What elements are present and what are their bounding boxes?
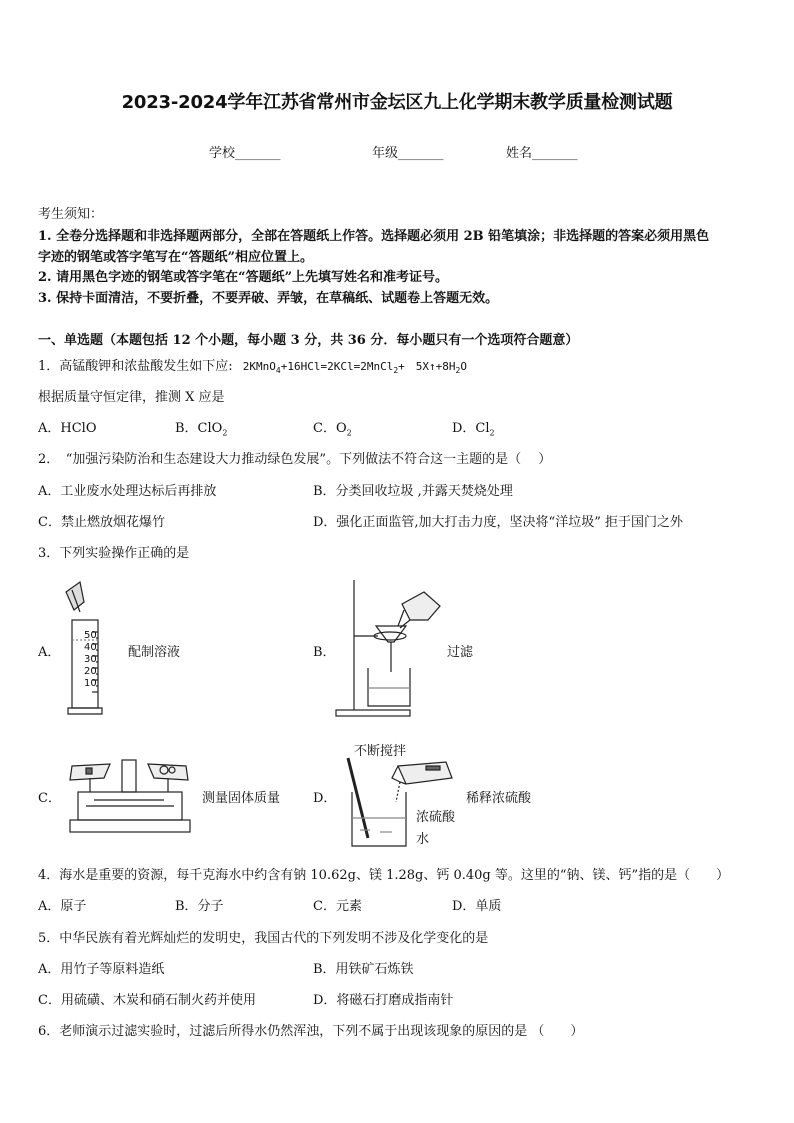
q4-option-c[interactable]: C．元素 (313, 899, 362, 914)
q3-option-b[interactable]: B． (313, 645, 336, 660)
exam-title: 2023-2024学年江苏省常州市金坛区九上化学期末教学质量检测试题 (121, 92, 673, 113)
filtration-apparatus-figure (332, 576, 444, 718)
question-1-equation: 2KMnO$_4$+16HCl=2KCl=2MnCl$_2$+ $5X↑+8H_2O$ (242, 360, 467, 376)
question-3-stem: 3．下列实验操作正确的是 (38, 546, 190, 561)
section-heading: 一、单选题（本题包括 12 个小题，每小题 3 分，共 36 分．每小题只有一个选项符合题意） (38, 333, 579, 348)
question-2-stem: 2． “加强污染防治和生态建设大力推动绿色发展”。下列做法不符合这一主题的是（ ） (38, 452, 552, 467)
water-label: 水 (416, 832, 430, 847)
question-1-text: 1．高锰酸钾和浓盐酸发生如下应: (38, 359, 233, 374)
name-field: 姓名_______ (506, 146, 578, 161)
q5-option-c[interactable]: C．用硫磺、木炭和硝石制火药并使用 (38, 993, 256, 1008)
question-1-prompt: 根据质量守恒定律，推测 X 应是 (38, 390, 225, 405)
notice-item-1: 1. 全卷分选择题和非选择题两部分，全部在答题纸上作答。选择题必须用 2B 铅笔填涂；非选择题的答案必须用黑色 (38, 229, 710, 244)
q3-option-a[interactable]: A． (38, 645, 61, 660)
q2-option-a[interactable]: A．工业废水处理达标后再排放 (38, 484, 217, 499)
q4-option-b[interactable]: B．分子 (175, 899, 224, 914)
q5-option-b[interactable]: B．用铁矿石炼铁 (313, 962, 414, 977)
cylinder-scale: 50 40 30 20 10 (84, 630, 97, 689)
notice-heading: 考生须知： (38, 207, 104, 222)
question-1-stem (38, 355, 467, 375)
question-4-stem: 4．海水是重要的资源，每千克海水中约含有钠 10.62g、镁 1.28g、钙 0.40g 等。这里的“钠、镁、钙”指的是（ ） (38, 868, 730, 883)
notice-item-3: 3. 保持卡面清洁，不要折叠，不要弄破、弄皱，在草稿纸、试题卷上答题无效。 (38, 291, 499, 306)
q1-option-d[interactable]: D．$Cl_2$ (452, 421, 495, 438)
q1-option-c[interactable]: C．$O_2$ (313, 421, 352, 438)
acid-dilution-figure (340, 752, 472, 852)
stir-label: 不断搅拌 (354, 744, 407, 759)
balance-scale-figure (64, 752, 196, 834)
q5-option-d[interactable]: D．将磁石打磨成指南针 (313, 993, 454, 1008)
q3-option-a-label: 配制溶液 (128, 645, 181, 660)
q2-option-c[interactable]: C．禁止燃放烟花爆竹 (38, 515, 165, 530)
school-field: 学校_______ (209, 146, 281, 161)
q4-option-a[interactable]: A．原子 (38, 899, 87, 914)
q3-option-d[interactable]: D． (313, 791, 337, 806)
q2-option-d[interactable]: D．强化正面监管,加大打击力度，坚决将“洋垃圾” 拒于国门之外 (313, 515, 683, 530)
dilute-acid-label: 稀释浓硫酸 (466, 791, 532, 806)
q4-option-d[interactable]: D．单质 (452, 899, 502, 914)
question-5-stem: 5．中华民族有着光辉灿烂的发明史，我国古代的下列发明不涉及化学变化的是 (38, 931, 489, 946)
grade-field: 年级_______ (372, 146, 444, 161)
q3-option-b-label: 过滤 (447, 645, 474, 660)
concentrated-acid-label: 浓硫酸 (416, 810, 456, 825)
q5-option-a[interactable]: A．用竹子等原料造纸 (38, 962, 165, 977)
q3-option-c-label: 测量固体质量 (202, 791, 281, 806)
q1-option-b[interactable]: B．ClO$_2$ (175, 421, 228, 438)
q3-option-c[interactable]: C． (38, 791, 61, 806)
question-6-stem: 6．老师演示过滤实验时，过滤后所得水仍然浑浊，下列不属于出现该现象的原因的是 （ ） (38, 1024, 584, 1039)
q1-option-a[interactable]: A．HClO (38, 421, 97, 436)
notice-item-2: 2. 请用黑色字迹的钢笔或答字笔在“答题纸”上先填写姓名和准考证号。 (38, 270, 449, 285)
notice-item-1-cont: 字迹的钢笔或答字笔写在“答题纸”相应位置上。 (38, 250, 313, 265)
q2-option-b[interactable]: B．分类回收垃圾 ,并露天焚烧处理 (313, 484, 513, 499)
